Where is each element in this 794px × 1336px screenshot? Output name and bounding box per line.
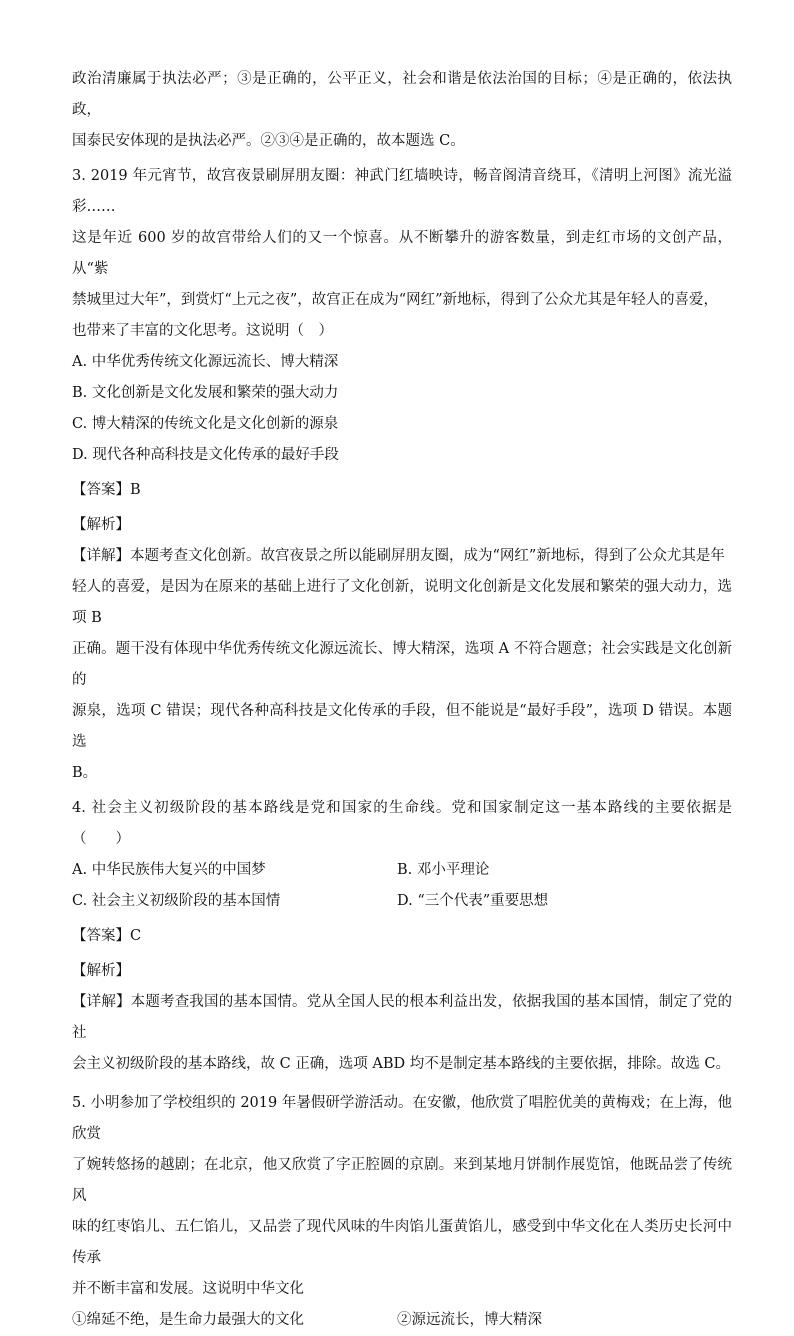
question-5 — [72, 1088, 732, 1336]
q3-detail-line-4: 源泉，选项 C 错误；现代各种高科技是文化传承的手段，但不能说是“最好手段”，选项 D 错误。本题选 — [72, 703, 732, 750]
q3-stem-line-2: 这是年近 600 岁的故宫带给人们的又一个惊喜。从不断攀升的游客数量，到走红市场的文创产品，从“紫 — [72, 230, 732, 277]
document-page — [72, 64, 732, 1336]
q3-answer: 【答案】B — [72, 482, 141, 498]
question-4 — [72, 793, 732, 1080]
q5-stem-line-3: 味的红枣馅儿、五仁馅儿，又品尝了现代风味的牛肉馅儿蛋黄馅儿，感受到中华文化在人类历史长河中传承 — [72, 1219, 732, 1266]
q5-stem-line-2: 了婉转悠扬的越剧；在北京，他又欣赏了字正腔圆的京剧。来到某地月饼制作展览馆，他既品尝了传统风 — [72, 1157, 732, 1204]
q4-option-d: D. “三个代表”重要思想 — [397, 893, 549, 909]
q3-option-c: C. 博大精深的传统文化是文化创新的源泉 — [72, 416, 339, 432]
q4-option-c: C. 社会主义初级阶段的基本国情 — [72, 893, 281, 909]
q4-options-row-1 — [72, 855, 732, 886]
question-3 — [72, 161, 732, 789]
intro-line-2: 国泰民安体现的是执法必严。②③④是正确的，故本题选 C。 — [72, 133, 465, 149]
q4-detail-line-1: 【详解】本题考查我国的基本国情。党从全国人民的根本利益出发，依据我国的基本国情，制定了党的社 — [72, 994, 732, 1041]
q3-stem-line-3: 禁城里过大年”，到赏灯“上元之夜”，故宫正在成为“网红”新地标，得到了公众尤其是年轻人的喜爱， — [72, 292, 719, 308]
q5-stem-line-4: 并不断丰富和发展。这说明中华文化 — [72, 1281, 304, 1297]
q3-detail-line-5: B。 — [72, 765, 98, 781]
q5-item-1: ①绵延不绝，是生命力最强大的文化 — [72, 1312, 304, 1328]
q4-stem: 4. 社会主义初级阶段的基本路线是党和国家的生命线。党和国家制定这一基本路线的主要依据是（ ） — [72, 800, 732, 847]
q4-option-a: A. 中华民族伟大复兴的中国梦 — [72, 862, 266, 878]
q3-analysis-label: 【解析】 — [72, 517, 130, 533]
q5-items-row — [72, 1305, 732, 1336]
q3-option-d: D. 现代各种高科技是文化传承的最好手段 — [72, 447, 339, 463]
q3-detail-line-1: 【详解】本题考查文化创新。故宫夜景之所以能刷屏朋友圈，成为“网红”新地标，得到了公众尤其是年 — [72, 548, 725, 564]
intro-line-1: 政治清廉属于执法必严；③是正确的，公平正义，社会和谐是依法治国的目标；④是正确的，依法执政， — [72, 71, 732, 118]
q3-detail-line-2: 轻人的喜爱，是因为在原来的基础上进行了文化创新，说明文化创新是文化发展和繁荣的强大动力，选项 B — [72, 579, 732, 626]
q4-detail-line-2: 会主义初级阶段的基本路线，故 C 正确，选项 ABD 均不是制定基本路线的主要依据，排除。故选 C。 — [72, 1056, 730, 1072]
q3-detail-line-3: 正确。题干没有体现中华优秀传统文化源远流长、博大精深，选项 A 不符合题意；社会实践是文化创新的 — [72, 641, 732, 688]
q4-analysis-label: 【解析】 — [72, 963, 130, 979]
q3-stem-line-1: 3. 2019 年元宵节，故宫夜景刷屏朋友圈：神武门红墙映诗，畅音阁清音绕耳，《清明上河图》流光溢彩…… — [72, 168, 732, 215]
q3-option-b: B. 文化创新是文化发展和繁荣的强大动力 — [72, 385, 339, 401]
q4-option-b: B. 邓小平理论 — [397, 862, 490, 878]
q5-stem-line-1: 5. 小明参加了学校组织的 2019 年暑假研学游活动。在安徽，他欣赏了唱腔优美的黄梅戏；在上海，他欣赏 — [72, 1095, 732, 1142]
q5-item-2: ②源远流长，博大精深 — [397, 1312, 542, 1328]
q4-answer: 【答案】C — [72, 928, 142, 944]
q3-stem-line-4: 也带来了丰富的文化思考。这说明（ ） — [72, 323, 333, 339]
q3-option-a: A. 中华优秀传统文化源远流长、博大精深 — [72, 354, 339, 370]
q4-options-row-2 — [72, 886, 732, 917]
